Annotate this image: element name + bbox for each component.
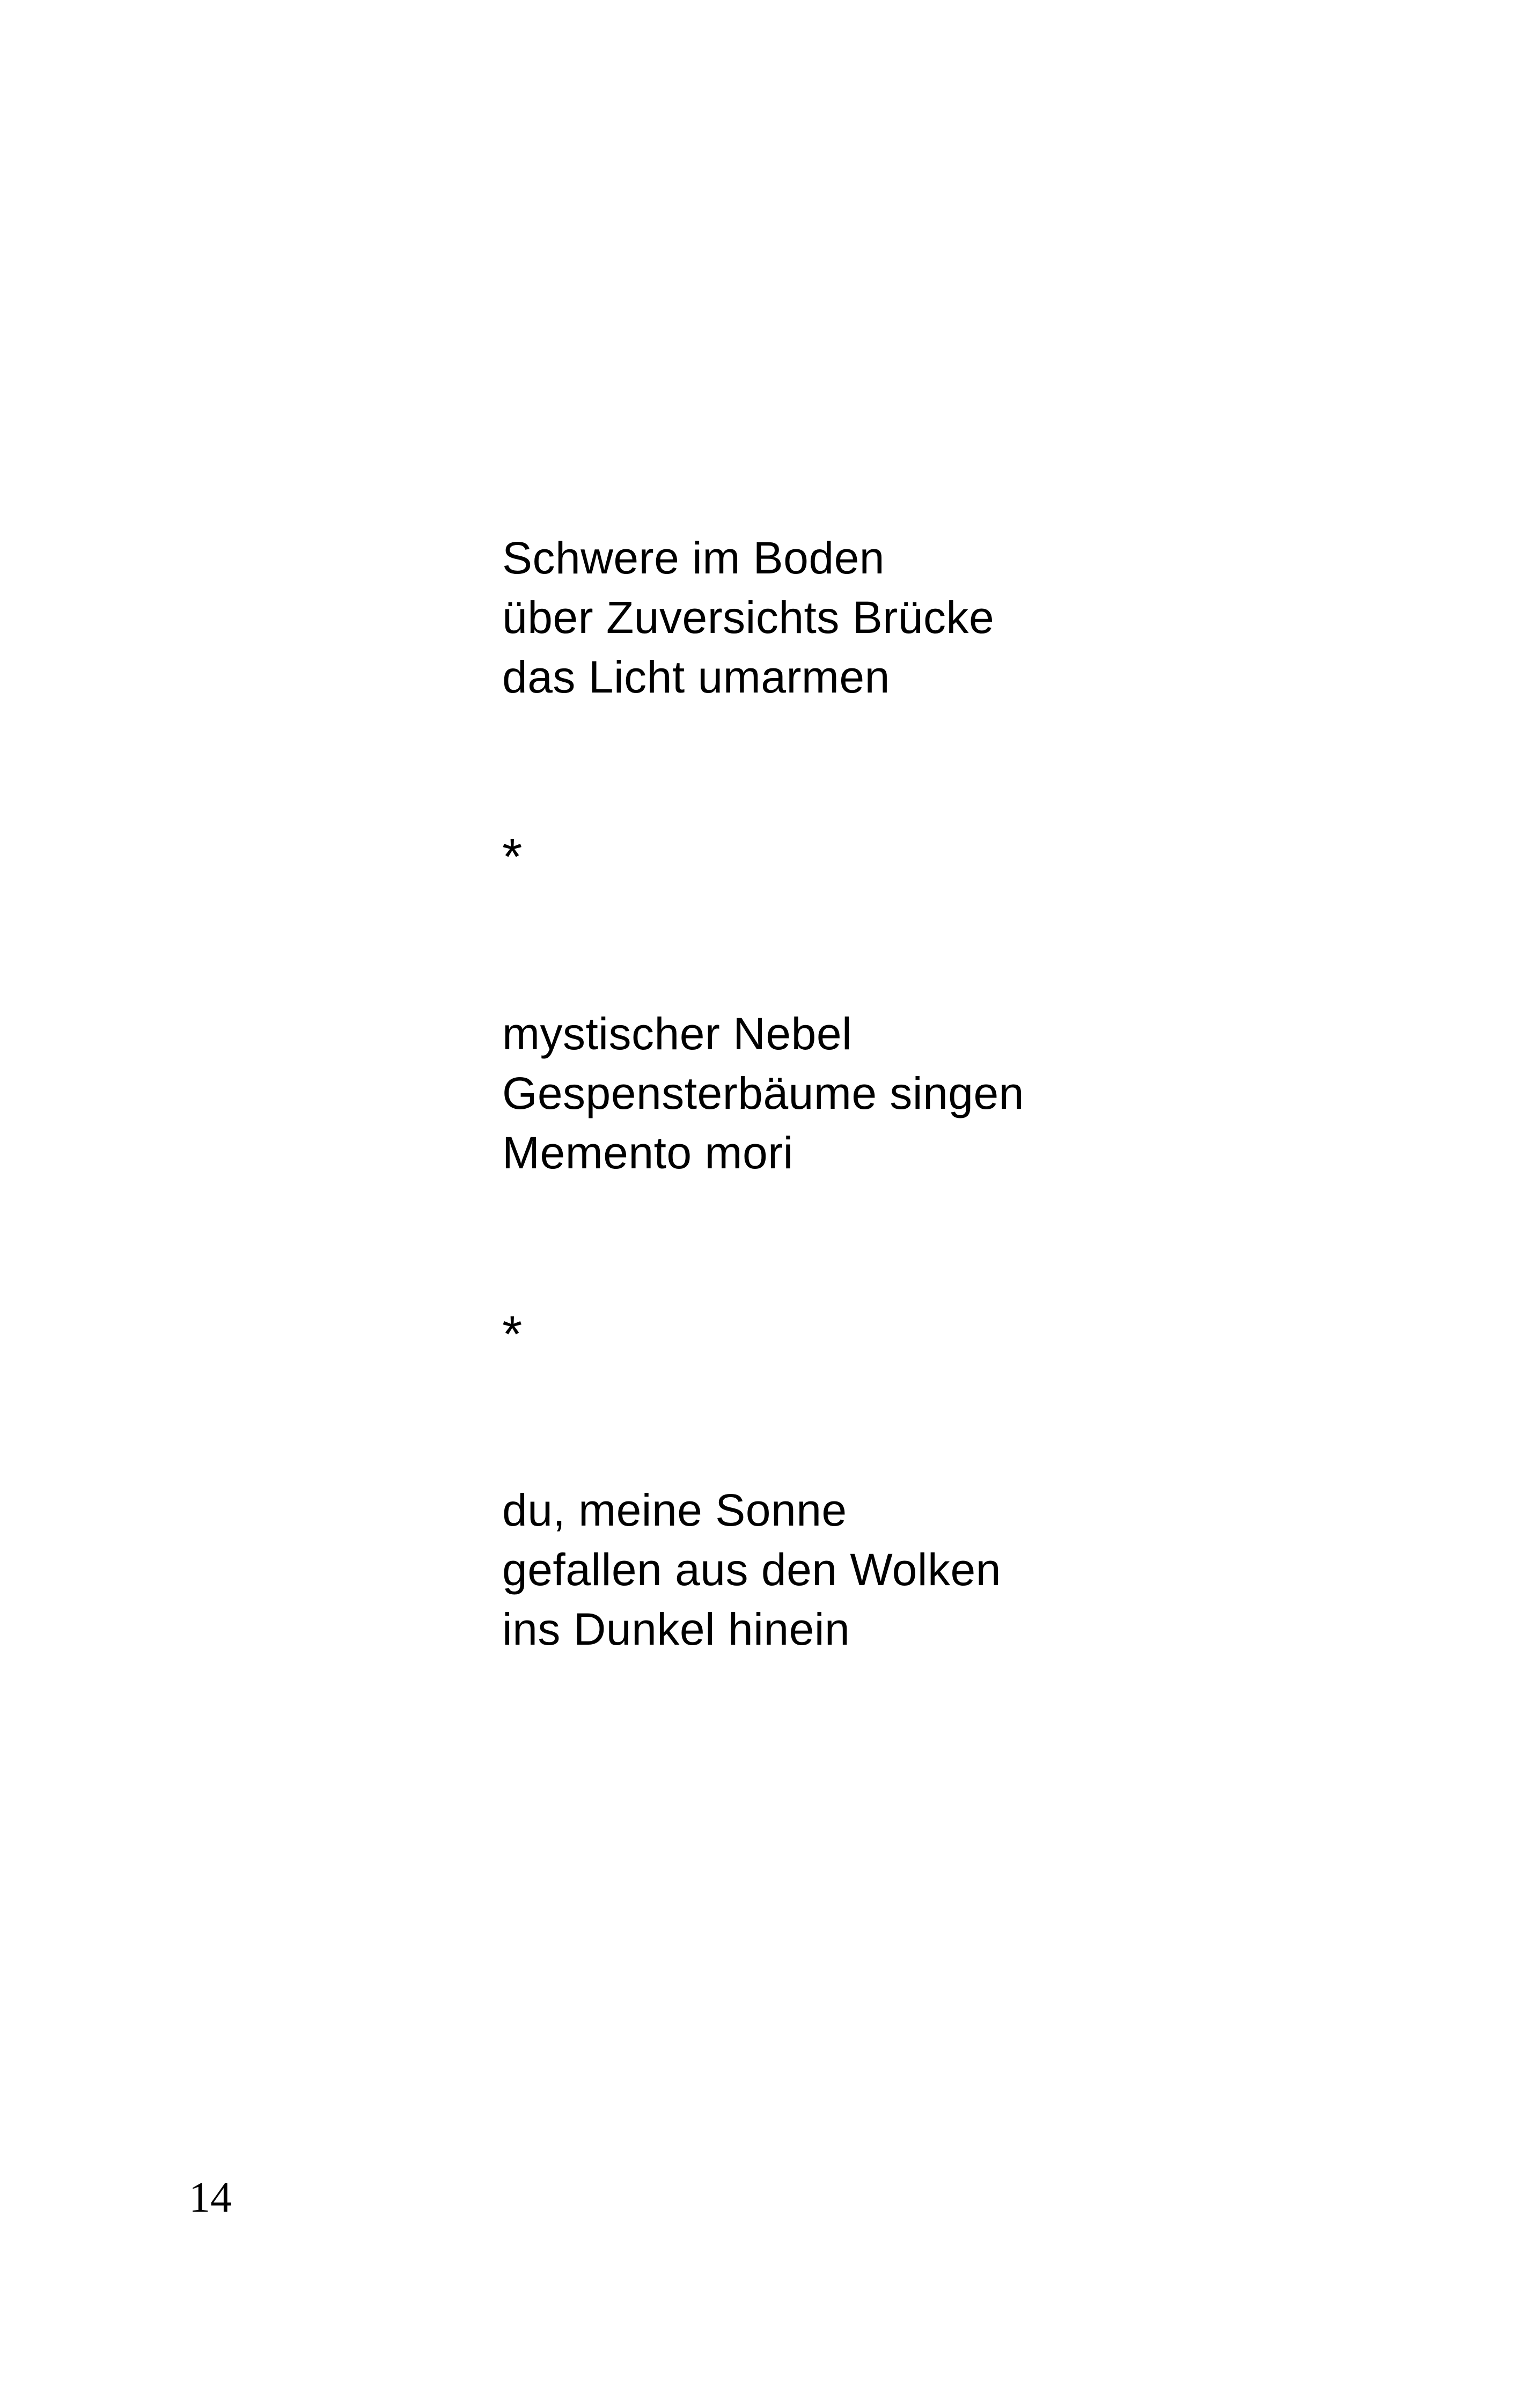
stanza-1-line-3: das Licht umarmen — [502, 652, 890, 702]
stanza-1-line-1: Schwere im Boden — [502, 533, 885, 583]
stanza-2-line-3: Memento mori — [502, 1128, 793, 1178]
asterisk-separator-2: * — [502, 1306, 523, 1363]
asterisk-separator-1: * — [502, 828, 523, 886]
stanza-1-line-2: über Zuversichts Brücke — [502, 592, 995, 643]
haiku-stanza-3 — [502, 1481, 1001, 1659]
stanza-3-line-3: ins Dunkel hinein — [502, 1604, 850, 1654]
haiku-stanza-2 — [502, 1004, 1024, 1183]
page-number: 14 — [189, 2174, 232, 2221]
stanza-2-line-2: Gespensterbäume singen — [502, 1068, 1024, 1118]
stanza-2-line-1: mystischer Nebel — [502, 1008, 853, 1059]
stanza-3-line-2: gefallen aus den Wolken — [502, 1544, 1001, 1595]
stanza-3-line-1: du, meine Sonne — [502, 1485, 847, 1535]
haiku-stanza-1 — [502, 528, 994, 707]
